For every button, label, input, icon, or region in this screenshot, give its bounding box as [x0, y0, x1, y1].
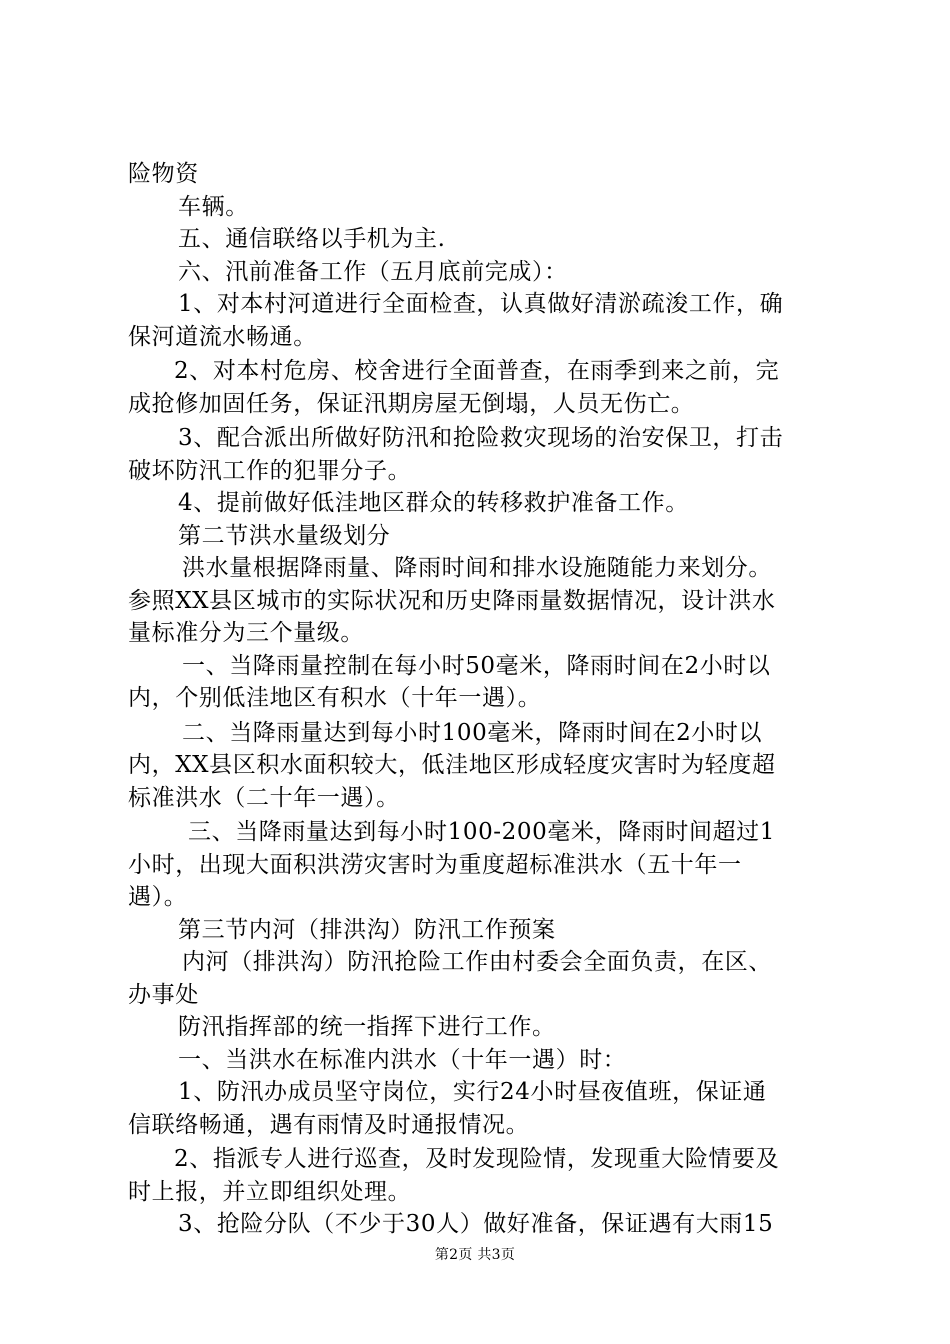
text-line: 遇）。: [128, 884, 188, 910]
text-line: 1、防汛办成员坚守岗位，实行24小时昼夜值班，保证通: [178, 1079, 767, 1105]
text-line: 参照XX县区城市的实际状况和历史降雨量数据情况，设计洪水: [128, 587, 776, 614]
text-line: 3、抢险分队（不少于30人）做好准备，保证遇有大雨15: [178, 1211, 774, 1237]
text-line: 二、当降雨量达到每小时100毫米，降雨时间在2小时以: [182, 719, 763, 746]
section-heading: 第三节内河（排洪沟）防汛工作预案: [178, 916, 556, 943]
text-line: 车辆。: [178, 193, 249, 220]
text-line: 三、当降雨量达到每小时100-200毫米，降雨时间超过1: [188, 819, 776, 845]
text-line: 小时，出现大面积洪涝灾害时为重度超标准洪水（五十年一: [128, 851, 742, 878]
text-line: 成抢修加固任务，保证汛期房屋无倒塌，人员无伤亡。: [128, 390, 695, 417]
text-line: 1、对本村河道进行全面检查，认真做好清淤疏浚工作，确: [178, 291, 784, 317]
text-line: 办事处: [128, 981, 199, 1008]
text-line: 六、汛前准备工作（五月底前完成）：: [178, 258, 568, 285]
text-line: 时上报，并立即组织处理。: [128, 1178, 412, 1205]
text-line: 标准洪水（二十年一遇）。: [128, 784, 400, 811]
text-line: 量标准分为三个量级。: [128, 620, 364, 646]
text-line: 一、当降雨量控制在每小时50毫米，降雨时间在2小时以: [182, 652, 771, 679]
text-line: 内，XX县区积水面积较大，低洼地区形成轻度灾害时为轻度超: [128, 752, 776, 778]
text-line: 防汛指挥部的统一指挥下进行工作。: [178, 1014, 556, 1040]
text-line: 破坏防汛工作的犯罪分子。: [128, 457, 412, 484]
text-line: 3、配合派出所做好防汛和抢险救灾现场的治安保卫，打击: [178, 425, 784, 451]
text-line: 2、对本村危房、校舍进行全面普查，在雨季到来之前，完: [174, 358, 780, 384]
text-line: 一、当洪水在标准内洪水（十年一遇）时：: [178, 1046, 627, 1073]
text-line: 2、指派专人进行巡查，及时发现险情，发现重大险情要及: [174, 1146, 780, 1172]
text-line: 内河（排洪沟）防汛抢险工作由村委会全面负责，在区、: [182, 949, 772, 975]
text-line: 洪水量根据降雨量、降雨时间和排水设施随能力来划分。: [182, 555, 772, 581]
page-number-footer: 第2页 共3页: [434, 1247, 516, 1263]
section-heading: 第二节洪水量级划分: [178, 522, 391, 549]
text-line: 内，个别低洼地区有积水（十年一遇）。: [128, 685, 542, 711]
text-line: 4、提前做好低洼地区群众的转移救护准备工作。: [178, 490, 689, 516]
text-line: 保河道流水畅通。: [128, 323, 317, 350]
text-line: 五、通信联络以手机为主.: [178, 226, 446, 252]
text-line: 信联络畅通，遇有雨情及时通报情况。: [128, 1111, 530, 1138]
text-line: 险物资: [128, 161, 199, 187]
document-body: [128, 158, 832, 1241]
